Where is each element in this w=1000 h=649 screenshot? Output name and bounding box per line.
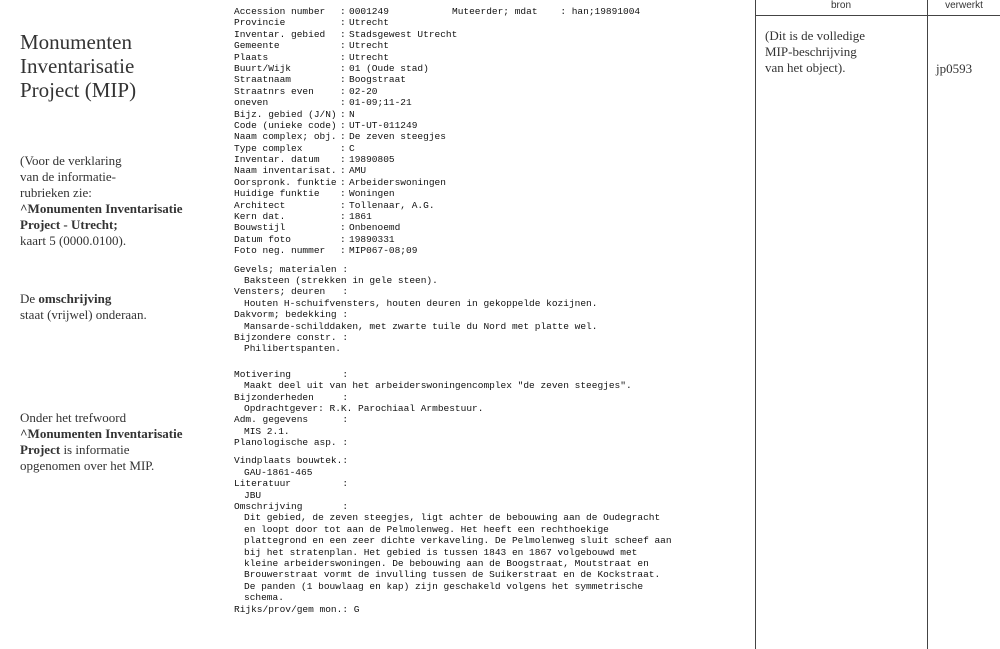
field-value: C — [349, 142, 355, 154]
omschrijving-line: plattegrond en een zeer dichte verkaveling. De Pelmolenweg sluit scheef aan — [244, 535, 672, 547]
motivering-label: Motivering : — [234, 368, 349, 380]
field-value: Utrecht — [349, 51, 389, 63]
omschrijving-line: en loopt door tot aan de Pelmolenweg. Het heeft een rechthoekige — [244, 523, 609, 535]
field-key: Oorspronk. funktie — [234, 176, 337, 188]
field-key: Bouwstijl — [234, 222, 286, 234]
field-value: De zeven steegjes — [349, 131, 446, 143]
note-link-line-2[interactable]: Project - Utrecht; — [20, 217, 118, 232]
planologische-label: Planologische asp. : — [234, 437, 349, 449]
field-value: 02-20 — [349, 85, 378, 97]
field-key: Foto neg. nummer — [234, 245, 326, 257]
field-key: Datum foto — [234, 233, 292, 245]
motivering-value: Maakt deel uit van het arbeiderswoningencomplex "de zeven steegjes". — [244, 380, 632, 392]
omschrijving-note — [20, 291, 225, 323]
adm-label: Adm. gegevens : — [234, 414, 349, 426]
field-key: Provincie — [234, 17, 286, 29]
field-key: Naam complex; obj. — [234, 131, 337, 143]
rijks-field: Rijks/prov/gem mon.: G — [234, 603, 360, 615]
field-key: Bijz. gebied (J/N) — [234, 108, 337, 120]
source-table — [755, 0, 1000, 649]
bijzonderheden-label: Bijzonderheden : — [234, 391, 349, 403]
bijzondere-label: Bijzondere constr. : — [234, 331, 349, 343]
field-key: Huidige funktie — [234, 188, 320, 200]
field-value: Utrecht — [349, 17, 389, 29]
literatuur-value: JBU — [244, 489, 262, 501]
table-border-left — [755, 0, 756, 649]
tref-line-1: Onder het trefwoord — [20, 410, 127, 425]
field-value: 1861 — [349, 211, 372, 223]
field-value: 19890331 — [349, 233, 395, 245]
vensters-label: Vensters; deuren : — [234, 286, 349, 298]
field-value: UT-UT-011249 — [349, 119, 418, 131]
mutator-field: Muteerder; mdat : han;19891004 — [452, 6, 641, 17]
note-tail: kaart 5 (0000.0100). — [20, 233, 127, 248]
field-key: Inventar. gebied — [234, 28, 326, 40]
note-line-3: rubrieken zie: — [20, 185, 92, 200]
title-line-1: Monumenten — [20, 30, 132, 54]
field-key: Architect — [234, 199, 286, 211]
bron-header: bron — [830, 0, 851, 11]
field-value: MIP067-08;09 — [349, 245, 418, 257]
omschrijving-line: Dit gebied, de zeven steegjes, ligt achter de bebouwing aan de Oudegracht — [244, 512, 661, 524]
field-value: AMU — [349, 165, 367, 177]
field-key: Straatnrs even — [234, 85, 314, 97]
mip-record: Muteerder; mdat : han;19891004 Accession number : 0001249 Provincie : Utrecht Inventar. gebied : Stadsgewest Utrecht Gemeente : Utrecht Plaats : Utrecht Buurt/Wijk : 01 (Oude stad) Straatnaam : Boogstraat Straatnrs even : 02-20 oneven : 01-09;11-21 Bijz. gebied (J/N) : N Code (unieke code) : UT-UT-011249 Naam complex; obj. : De zeven steegjes Type complex : C Inventar. datum : 19890805 Naam inventarisat. : AMU Oorspronk. funktie : Arbeiderswoningen Huidige funktie : Woningen Architect : Tollenaar, A.G. Kern dat. : 1861 Bouwstijl : Onbenoemd Datum foto : 19890331 Foto neg. nummer : MIP067-08;09 Gevels; materialen : Baksteen (strekken in gele steen). Vensters; deuren : Houten H-schuifvensters, houten deuren in gekoppelde kozijnen. Dakvorm; bedekking : Mansarde-schilddaken, met zwarte tuile du Nord met platte wel. Bijzondere constr. : Philibertspanten. Motivering : Maakt deel uit van het arbeiderswoningencomplex "de zeven steegjes". Bijzonderheden : Opdrachtgever: R.K. Parochiaal Armbestuur. Adm. gegevens : MIS 2.1. Planologische asp. : Vindplaats bouwtek.: GAU-1861-465 Literatuur : JBU Omschrijving : Dit gebied, de zeven steegjes, ligt achter de bebouwing aan de Oudegracht en loopt door tot aan de Pelmolenweg. Het heeft een rechthoekige plattegrond en een zeer dichte verkaveling. De Pelmolenweg sluit scheef aan bij het stratenplan. Het gebied is tussen 1843 en 1867 volgebouwd met kleine arbeiderswoningen. De bebouwing aan de Boogstraat, Moutstraat en Brouwerstraat vormt de invulling tussen de Suikerstraat en de Kockstraat. De panden (1 bouwlaag en kap) zijn geschakeld volgens het symmetrische schema. Rijks/prov/gem mon.: G — [234, 6, 754, 615]
note-line-2: van de informatie- — [20, 169, 117, 184]
bron-line-1: (Dit is de volledige — [765, 28, 866, 43]
tref-link-1[interactable]: ^Monumenten Inventarisatie — [20, 426, 183, 441]
field-key: Buurt/Wijk — [234, 62, 292, 74]
bron-cell — [765, 28, 925, 76]
omschr-bold: omschrijving — [38, 291, 112, 306]
gevels-value: Baksteen (strekken in gele steen). — [244, 274, 438, 286]
omschr-prefix: De — [20, 291, 39, 306]
field-value: Arbeiderswoningen — [349, 176, 446, 188]
field-value: 01-09;11-21 — [349, 97, 412, 109]
field-value: N — [349, 108, 355, 120]
omschrijving-line: kleine arbeiderswoningen. De bebouwing aan de Boogstraat, Moutstraat en — [244, 557, 649, 569]
trefwoord-note — [20, 410, 225, 474]
vindplaats-value: GAU-1861-465 — [244, 466, 313, 478]
field-key: Kern dat. — [234, 211, 286, 223]
omschrijving-label: Omschrijving : — [234, 501, 349, 513]
adm-value: MIS 2.1. — [244, 425, 290, 437]
field-key: Naam inventarisat. — [234, 165, 337, 177]
table-header-rule — [755, 15, 1000, 16]
title-line-2: Inventarisatie — [20, 54, 135, 78]
field-key: Inventar. datum — [234, 154, 320, 166]
dakvorm-label: Dakvorm; bedekking : — [234, 309, 349, 321]
tref-line-3: opgenomen over het MIP. — [20, 458, 155, 473]
note-line-1: (Voor de verklaring — [20, 153, 122, 168]
field-value: Onbenoemd — [349, 222, 401, 234]
field-value: Stadsgewest Utrecht — [349, 28, 458, 40]
omschrijving-line: Brouwerstraat vormt de invulling tussen de Suikerstraat en de Kockstraat. — [244, 569, 661, 581]
field-value: Woningen — [349, 188, 395, 200]
field-key: Gemeente — [234, 40, 280, 52]
literatuur-label: Literatuur : — [234, 478, 349, 490]
omschr-tail: staat (vrijwel) onderaan. — [20, 307, 147, 322]
title-line-3: Project (MIP) — [20, 78, 137, 102]
verwerkt-cell: jp0593 — [936, 61, 973, 76]
field-value: 01 (Oude stad) — [349, 62, 429, 74]
bijzondere-value: Philibertspanten. — [244, 343, 341, 355]
field-value: 0001249 — [349, 6, 389, 17]
table-border-middle — [927, 0, 928, 649]
gevels-label: Gevels; materialen : — [234, 263, 349, 275]
field-key: Accession number — [234, 6, 326, 17]
dakvorm-value: Mansarde-schilddaken, met zwarte tuile du Nord met platte wel. — [244, 320, 598, 332]
bijzonderheden-value: Opdrachtgever: R.K. Parochiaal Armbestuur. — [244, 402, 484, 414]
field-key: Type complex — [234, 142, 303, 154]
tref-tail-2: is informatie — [60, 442, 130, 457]
field-key: Code (unieke code) — [234, 119, 337, 131]
note-link-line-1[interactable]: ^Monumenten Inventarisatie — [20, 201, 183, 216]
bron-line-3: van het object). — [765, 60, 846, 75]
verwerkt-header: verwerkt — [945, 0, 983, 11]
field-key: Straatnaam — [234, 74, 292, 86]
omschrijving-line: schema. — [244, 592, 284, 604]
field-key: oneven — [234, 97, 269, 109]
explanation-note — [20, 153, 225, 249]
omschrijving-line: bij het stratenplan. Het gebied is tussen 1843 en 1867 volgebouwd met — [244, 546, 638, 558]
omschrijving-line: De panden (1 bouwlaag en kap) zijn geschakeld volgens het symmetrische — [244, 580, 644, 592]
field-key: Plaats — [234, 51, 269, 63]
field-value: Boogstraat — [349, 74, 407, 86]
vindplaats-label: Vindplaats bouwtek.: — [234, 455, 349, 467]
vensters-value: Houten H-schuifvensters, houten deuren in gekoppelde kozijnen. — [244, 297, 598, 309]
field-value: 19890805 — [349, 154, 395, 166]
bron-line-2: MIP-beschrijving — [765, 44, 857, 59]
mip-title — [20, 30, 220, 102]
field-value: Tollenaar, A.G. — [349, 199, 435, 211]
tref-link-2[interactable]: Project — [20, 442, 61, 457]
field-value: Utrecht — [349, 40, 389, 52]
